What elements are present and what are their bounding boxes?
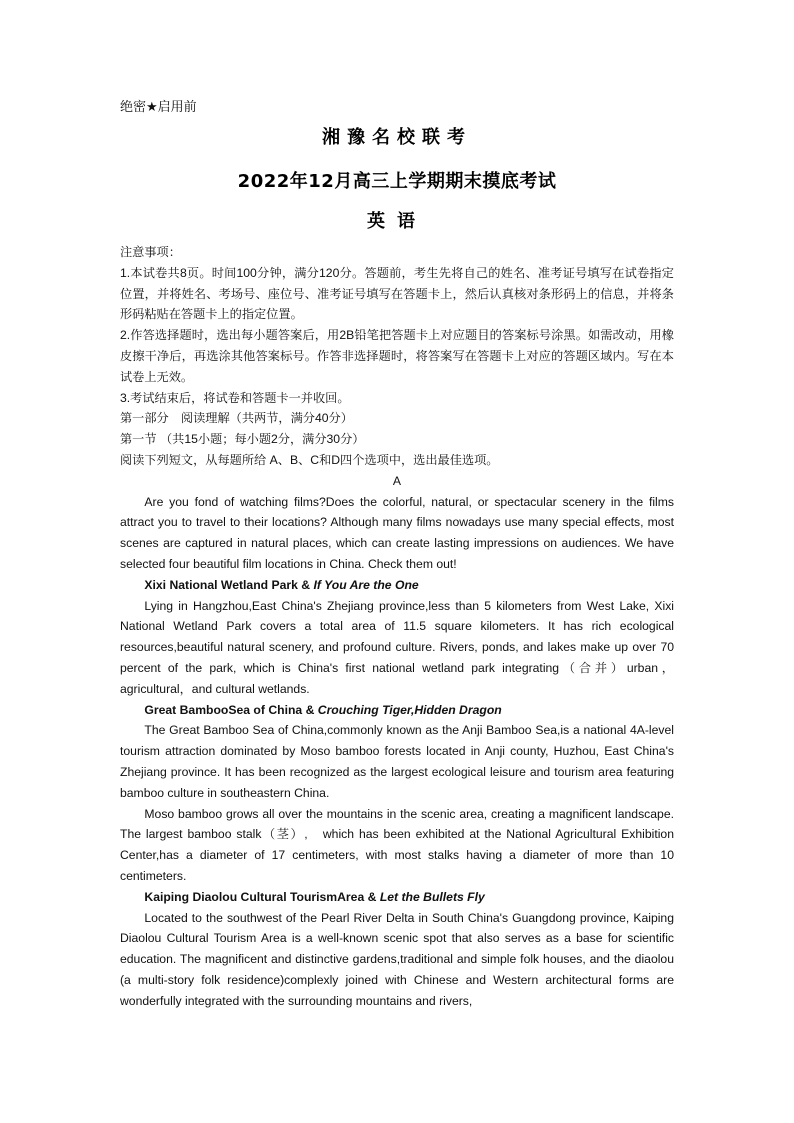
location-name: Xixi National Wetland Park & [144,577,314,592]
exam-name-title: 2022年12月高三上学期期末摸底考试 [237,171,557,192]
exam-body [120,242,674,1011]
film-title: If You Are the One [313,577,419,592]
notes-item-1: 1.本试卷共8页。时间100分钟，满分120分。答题前，考生先将自己的姓名、准考证号填写在试卷指定位置，并将姓名、考场号、座位号、准考证号填写在答题卡上，然后认真核对条形码上的信息，并将条形码粘贴在答题卡上的指定位置。 [120,265,674,322]
film-title: Crouching Tiger,Hidden Dragon [317,702,502,717]
section-instruction: 阅读下列短文，从每题所给 A、B、C和D四个选项中，选出最佳选项。 [120,452,499,467]
paragraph-bamboo-sea-1: The Great Bamboo Sea of China,commonly known as the Anji Bamboo Sea,is a national 4A-level tourism attraction dominated by Moso bamboo forests located in Anji county, Huzhou, East China's Zhejiang province. It has been recognized as the largest ecological leisure and tourism area featuring bamboo culture in southeastern China. [120,723,674,800]
film-title: Let the Bullets Fly [379,889,485,904]
notes-title: 注意事项： [120,245,181,259]
location-name: Kaiping Diaolou Cultural TourismArea & [144,889,380,904]
location-heading-xixi [120,575,674,596]
location-heading-kaiping [120,887,674,908]
paragraph-bamboo-sea-2: Moso bamboo grows all over the mountains in the scenic area, creating a magnificent landscape. The largest bamboo stalk（茎）, which has been exhibited at the National Agricultural Exhibition Center,has a diameter of 17 centimeters, with most stalks having a diameter of more than 10 centimeters. [120,806,674,883]
confidential-label: 绝密★启用前 [120,99,197,114]
paragraph-kaiping: Located to the southwest of the Pearl River Delta in South China's Guangdong province, Kaiping Diaolou Cultural Tourism Area is a well-known scenic spot that also serves as a base for scientific education. The magnificent and distinctive gardens,traditional and simple folk houses, and the diaolou (a multi-story folk residence)complexly joined with Chinese and Western architectural forms are wonderfully integrated with the surrounding mountains and rivers, [120,910,674,1008]
paragraph-xixi: Lying in Hangzhou,East China's Zhejiang province,less than 5 kilometers from West Lake, Xixi National Wetland Park covers a total area of 11.5 square kilometers. It has rich ecological resources,beautiful natural scenery, and profound culture. Rivers, ponds, and lakes make up over 70 percent of the park, which is China's first national wetland park integrating（合并）urban，agricultural，and cultural wetlands. [120,598,674,696]
notes-item-3: 3.考试结束后，将试卷和答题卡一并收回。 [120,390,350,405]
part-heading: 第一部分 阅读理解（共两节，满分40分） [120,411,353,426]
exam-organizer-title: 湘豫名校联考 [322,127,472,148]
passage-intro: Are you fond of watching films?Does the colorful, natural, or spectacular scenery in the films attract you to travel to their locations? Although many films nowadays use many special effects, most scenes are captured in natural places, which can create lasting impressions on audiences. We have selected four beautiful film locations in China. Check them out! [120,494,674,571]
location-name: Great BambooSea of China & [144,702,318,717]
location-heading-bamboo-sea [120,700,674,721]
passage-label: A [392,473,402,488]
notes-item-2: 2.作答选择题时，选出每小题答案后，用2B铅笔把答题卡上对应题目的答案标号涂黑。如需改动，用橡皮擦干净后，再选涂其他答案标号。作答非选择题时，将答案写在答题卡上对应的答题区域内。写在本试卷上无效。 [120,328,674,384]
section-heading: 第一节 （共15小题；每小题2分，满分30分） [120,432,365,447]
subject-title: 英语 [367,211,427,232]
